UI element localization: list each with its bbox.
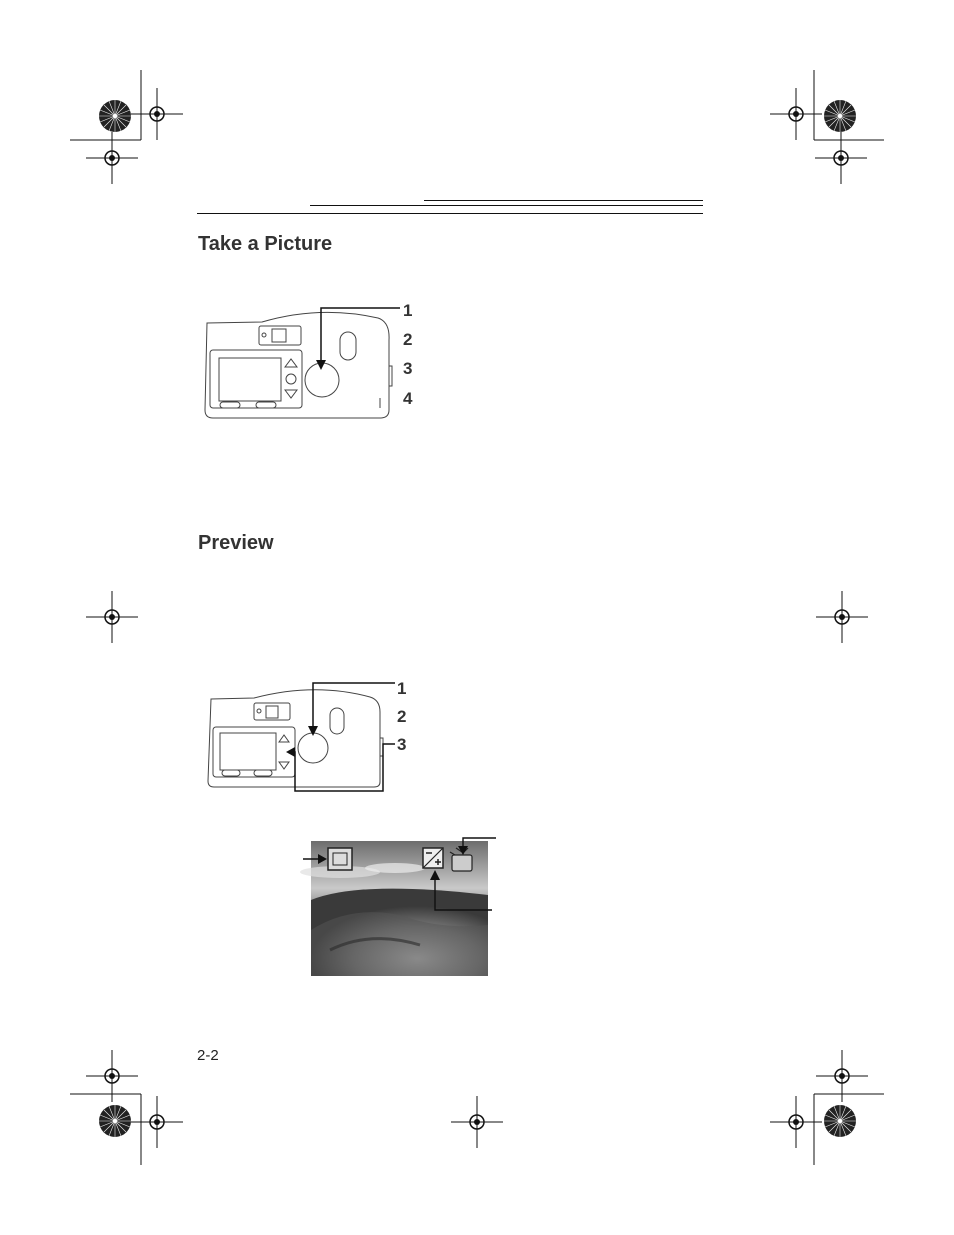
callout-3: 3 [397, 735, 407, 754]
section-title-preview: Preview [198, 532, 274, 554]
exposure-icon [423, 848, 443, 868]
callout-1: 1 [397, 679, 407, 698]
section-title-take-picture: Take a Picture [198, 233, 333, 255]
image-size-icon [328, 848, 352, 870]
callout-2: 2 [403, 330, 413, 349]
page-number: 2-2 [197, 1047, 219, 1064]
callout-2: 2 [397, 707, 407, 726]
callout-3: 3 [403, 359, 413, 378]
callout-4: 4 [403, 389, 413, 408]
callout-1: 1 [403, 301, 413, 320]
